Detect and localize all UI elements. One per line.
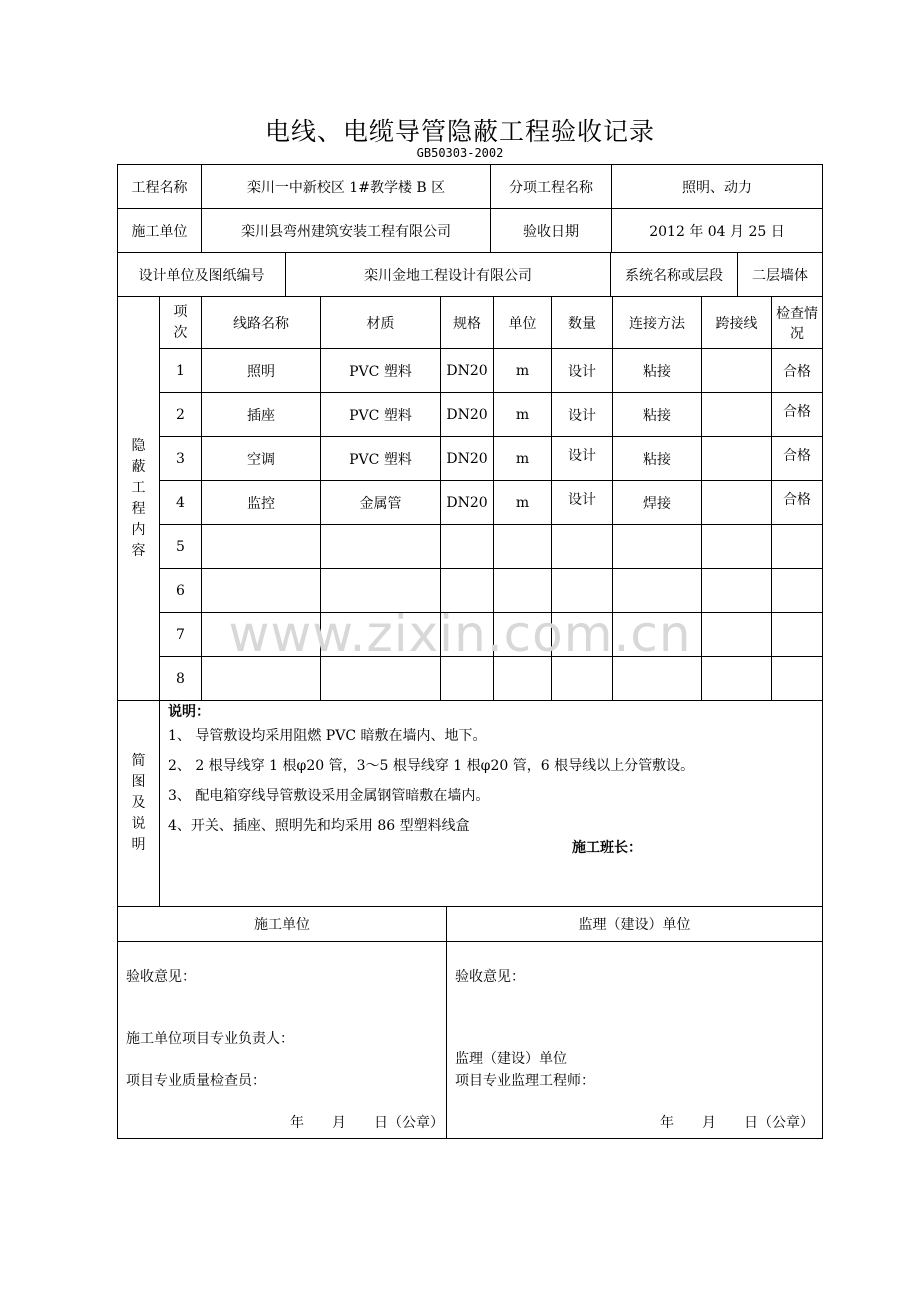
note-line: 4、开关、插座、照明先和均采用 86 型塑料线盒 — [168, 818, 470, 834]
table-row — [118, 525, 823, 569]
row-spec: DN20 — [441, 481, 494, 525]
row-material: PVC 塑料 — [321, 437, 441, 481]
design-table — [117, 252, 823, 297]
row-connection: 粘接 — [613, 437, 702, 481]
note-line: 3、 配电箱穿线导管敷设采用金属钢管暗敷在墙内。 — [168, 788, 490, 804]
header-connection: 连接方法 — [613, 297, 702, 349]
notes-content — [160, 701, 823, 907]
row-material: PVC 塑料 — [321, 349, 441, 393]
row-no: 6 — [160, 569, 202, 613]
row-line-name: 空调 — [202, 437, 321, 481]
row-unit — [494, 657, 552, 701]
hidden-section-label: 隐 蔽 工 程 内 容 — [118, 297, 160, 701]
supervisor-unit-label: 监理（建设）单位 — [455, 1051, 567, 1067]
contractor-label: 施工单位 — [118, 209, 202, 253]
row-inspection: 合格 — [772, 393, 823, 437]
row-spec — [441, 525, 494, 569]
row-unit — [494, 525, 552, 569]
row-qty: 设计 — [552, 393, 613, 437]
acceptance-date-value: 2012 年 04 月 25 日 — [612, 209, 823, 253]
row-no: 2 — [160, 393, 202, 437]
table-row — [118, 481, 823, 525]
table-row — [118, 349, 823, 393]
sign-table — [117, 906, 823, 1139]
header-jumper: 跨接线 — [702, 297, 772, 349]
row-line-name: 监控 — [202, 481, 321, 525]
header-unit: 单位 — [494, 297, 552, 349]
row-inspection: 合格 — [772, 481, 823, 525]
row-qty — [552, 657, 613, 701]
header-line-name: 线路名称 — [202, 297, 321, 349]
row-jumper — [702, 525, 772, 569]
row-jumper — [702, 481, 772, 525]
header-inspection: 检查情况 — [772, 297, 823, 349]
row-spec: DN20 — [441, 437, 494, 481]
row-connection: 粘接 — [613, 349, 702, 393]
row-line-name: 照明 — [202, 349, 321, 393]
system-value: 二层墙体 — [738, 253, 823, 297]
row-unit: m — [494, 393, 552, 437]
row-connection — [613, 525, 702, 569]
row-inspection — [772, 657, 823, 701]
row-unit: m — [494, 349, 552, 393]
table-row — [118, 393, 823, 437]
supervisor-opinion-label: 验收意见： — [455, 969, 525, 985]
header-material: 材质 — [321, 297, 441, 349]
page-title: 电线、电缆导管隐蔽工程验收记录 — [264, 117, 655, 146]
supervisor-date-seal: 年 月 日（公章） — [660, 1115, 814, 1131]
note-line: 2、 2 根导线穿 1 根φ20 管，3～5 根导线穿 1 根φ20 管，6 根导线以上分管敷设。 — [168, 758, 695, 774]
row-connection: 焊接 — [613, 481, 702, 525]
contractor-sign-box — [118, 942, 447, 1139]
row-no: 7 — [160, 613, 202, 657]
info-table — [117, 164, 823, 253]
row-jumper — [702, 657, 772, 701]
supervisor-header: 监理（建设）单位 — [447, 907, 823, 942]
watermark: www.zixin.com.cn — [228, 605, 692, 663]
row-spec — [441, 657, 494, 701]
contractor-opinion-label: 验收意见： — [126, 969, 196, 985]
quality-inspector-label: 项目专业质量检查员： — [126, 1073, 266, 1089]
table-row — [118, 657, 823, 701]
row-no: 4 — [160, 481, 202, 525]
row-line-name — [202, 525, 321, 569]
contractor-value: 栾川县弯州建筑安装工程有限公司 — [202, 209, 491, 253]
row-spec: DN20 — [441, 349, 494, 393]
contractor-date-seal: 年 月 日（公章） — [290, 1115, 444, 1131]
row-material — [321, 657, 441, 701]
table-row — [118, 437, 823, 481]
row-inspection — [772, 525, 823, 569]
team-leader-label: 施工班长： — [572, 840, 642, 856]
row-inspection: 合格 — [772, 349, 823, 393]
row-no: 3 — [160, 437, 202, 481]
header-no: 项 次 — [160, 297, 202, 349]
sub-project-value: 照明、动力 — [612, 165, 823, 209]
row-connection: 粘接 — [613, 393, 702, 437]
notes-heading: 说明： — [168, 704, 210, 720]
row-unit: m — [494, 481, 552, 525]
row-connection — [613, 657, 702, 701]
supervisor-sign-box — [447, 942, 823, 1139]
acceptance-date-label: 验收日期 — [491, 209, 612, 253]
row-jumper — [702, 349, 772, 393]
row-material: 金属管 — [321, 481, 441, 525]
row-jumper — [702, 437, 772, 481]
design-label: 设计单位及图纸编号 — [118, 253, 286, 297]
contractor-header: 施工单位 — [118, 907, 447, 942]
header-qty: 数量 — [552, 297, 613, 349]
row-spec: DN20 — [441, 393, 494, 437]
system-label: 系统名称或层段 — [611, 253, 738, 297]
notes-section-label: 简 图 及 说 明 — [118, 701, 160, 907]
sub-project-label: 分项工程名称 — [491, 165, 612, 209]
row-no: 5 — [160, 525, 202, 569]
hidden-works-table — [117, 296, 823, 907]
contractor-person-in-charge-label: 施工单位项目专业负责人： — [126, 1031, 294, 1047]
project-name-label: 工程名称 — [118, 165, 202, 209]
standard-code: GB50303-2002 — [416, 146, 504, 160]
row-line-name — [202, 657, 321, 701]
row-jumper — [702, 393, 772, 437]
row-no: 1 — [160, 349, 202, 393]
row-qty — [552, 525, 613, 569]
row-qty: 设计 — [552, 481, 613, 525]
design-value: 栾川金地工程设计有限公司 — [286, 253, 611, 297]
supervisor-engineer-label: 项目专业监理工程师： — [455, 1073, 595, 1089]
row-inspection: 合格 — [772, 437, 823, 481]
row-material — [321, 525, 441, 569]
row-line-name: 插座 — [202, 393, 321, 437]
note-line: 1、 导管敷设均采用阻燃 PVC 暗敷在墙内、地下。 — [168, 728, 487, 744]
row-no: 8 — [160, 657, 202, 701]
header-spec: 规格 — [441, 297, 494, 349]
row-unit: m — [494, 437, 552, 481]
row-material: PVC 塑料 — [321, 393, 441, 437]
project-name-value: 栾川一中新校区 1#教学楼 B 区 — [202, 165, 491, 209]
row-qty: 设计 — [552, 349, 613, 393]
row-qty: 设计 — [552, 437, 613, 481]
